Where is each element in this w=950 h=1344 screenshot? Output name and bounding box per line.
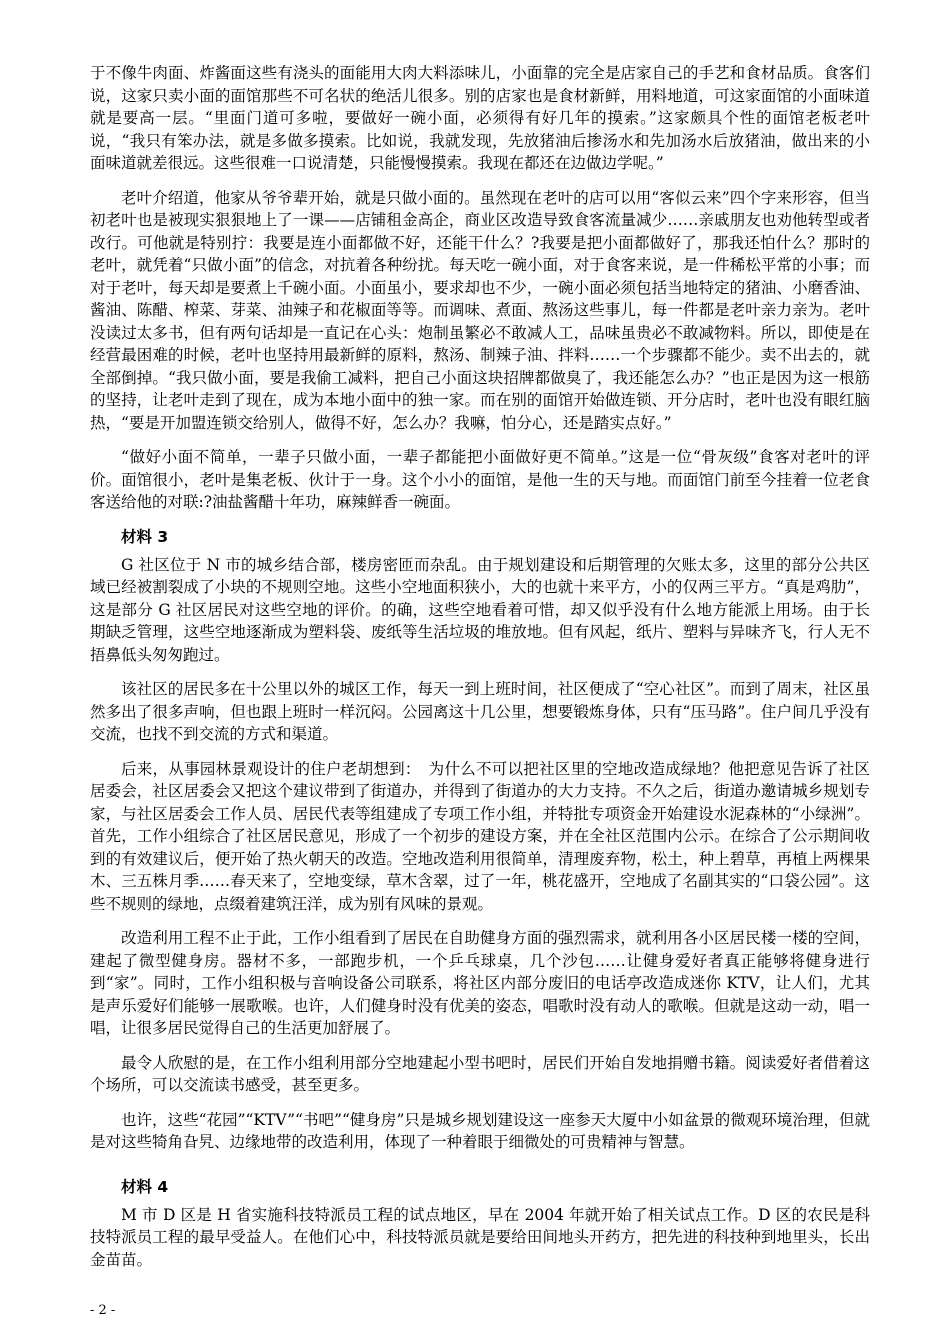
paragraph-m3-6: 也许，这些“花园”“KTV”“书吧”“健身房”只是城乡规划建设这一座参天大厦中小如盆景的微观环境治理，但就是对这些犄角旮旯、边缘地带的改造利用，体现了一种着眼于细微处的可贵精神与智慧。 xyxy=(90,1110,870,1151)
heading-material-4: 材料 4 xyxy=(121,1177,169,1196)
paragraph-laoye-intro: 老叶介绍道，他家从爷爷辈开始，就是只做小面的。虽然现在老叶的店可以用“客似云来”四个字来形容，但当初老叶也是被现实狠狠地上了一课——店铺租金高企，商业区改造导致食客流量减少……亲戚朋友也劝他转型或者改行。可他就是特别拧：我要是连小面都做不好，还能干什么？?我要是把小面都做好了，那我还怕什么？那时的老叶，就凭着“只做小面”的信念，对抗着各种纷扰。每天吃一碗小面，对于食客来说，是一件稀松平常的小事；而对于老叶，每天却是要煮上千碗小面。小面虽小，要求却也不少，一碗小面必须包括当地特定的猪油、小磨香油、酱油、陈醋、榨菜、芽菜、油辣子和花椒面等等。而调味、煮面、熬汤这些事儿，每一件都是老叶亲力亲为。老叶没读过太多书，但有两句话却是一直记在心头：炮制虽繁必不敢减人工，品味虽贵必不敢减物料。所以，即使是在经营最困难的时候，老叶也坚持用最新鲜的原料，熬汤、制辣子油、拌料……一个步骤都不能少。卖不出去的，就全部倒掉。“我只做小面，要是我偷工减料，把自己小面这块招牌都做臭了，我还能怎么办？”也正是因为这一根筋的坚持，让老叶走到了现在，成为本地小面中的独一家。而在别的面馆开始做连锁、开分店时，老叶也没有眼红脑热，“要是开加盟连锁交给别人，做得不好，怎么办？我嘛，怕分心，还是踏实点好。” xyxy=(90,188,870,432)
paragraph-m3-3: 后来，从事园林景观设计的住户老胡想到： 为什么不可以把社区里的空地改造成绿地？他把意见告诉了社区居委会，社区居委会又把这个建议带到了街道办，并得到了街道办的大力支持。不久之后，街道办邀请城乡规划专家，与社区居委会工作人员、居民代表等组建成了专项工作小组，并特批专项资金开始建设水泥森林的“小绿洲”。首先，工作小组综合了社区居民意见，形成了一个初步的建设方案，并在全社区范围内公示。在综合了公示期间收到的有效建议后，便开始了热火朝天的改造。空地改造利用很简单，清理废弃物，松土，种上碧草，再植上两棵果木、三五株月季……春天来了，空地变绿，草木含翠，过了一年，桃花盛开，空地成了名副其实的“口袋公园”。这些不规则的绿地，点缀着建筑汪洋，成为别有风味的景观。 xyxy=(90,759,870,913)
heading-material-3: 材料 3 xyxy=(121,527,169,546)
page-number: - 2 - xyxy=(90,1303,116,1318)
paragraph-continued: 于不像牛肉面、炸酱面这些有浇头的面能用大肉大料添味儿，小面靠的完全是店家自己的手艺和食材品质。食客们说，这家只卖小面的面馆那些不可名状的绝活儿很多。别的店家也是食材新鲜，用料地道，可这家面馆的小面味道就是要高一层。“里面门道可多啦，要做好一碗小面，必须得有好几年的摸索。”这家颇具个性的面馆老板老叶说，“我只有笨办法，就是多做多摸索。比如说，我就发现，先放猪油后掺汤水和先加汤水后放猪油，做出来的小面味道就差很远。这些很难一口说清楚，只能慢慢摸索。我现在都还在边做边学呢。” xyxy=(90,64,870,172)
paragraph-m3-2: 该社区的居民多在十公里以外的城区工作，每天一到上班时间，社区便成了“空心社区”。而到了周末，社区虽然多出了很多声响，但也跟上班时一样沉闷。公园离这十几公里，想要锻炼身体，只有“压马路”。住户间几乎没有交流，也找不到交流的方式和渠道。 xyxy=(90,680,870,743)
paragraph-m4-1: M 市 D 区是 H 省实施科技特派员工程的试点地区，早在 2004 年就开始了相关试点工作。D 区的农民是科技特派员工程的最早受益人。在他们心中，科技特派员就是要给田间地头开药方，把先进的科技种到地里头，长出金苗苗。 xyxy=(90,1205,870,1269)
paragraph-laoye-review: “做好小面不简单，一辈子只做小面，一辈子都能把小面做好更不简单。”这是一位“骨灰级”食客对老叶的评价。面馆很小，老叶是集老板、伙计于一身。这个小小的面馆，是他一生的天与地。而面馆门前至今挂着一位老食客送给他的对联:?油盐酱醋十年功，麻辣鲜香一碗面。 xyxy=(90,448,870,511)
paragraph-m3-1: G 社区位于 N 市的城乡结合部，楼房密匝而杂乱。由于规划建设和后期管理的欠账太多，这里的部分公共区域已经被割裂成了小块的不规则空地。这些小空地面积狭小，大的也就十来平方，小的仅两三平方。“真是鸡肋”，这是部分 G 社区居民对这些空地的评价。的确，这些空地看着可惜，却又似乎没有什么地方能派上用场。由于长期缺乏管理，这些空地逐渐成为塑料袋、废纸等生活垃圾的堆放地。但有风起，纸片、塑料与异味齐飞，行人无不捂鼻低头匆匆跑过。 xyxy=(90,555,870,664)
paragraph-m3-5: 最令人欣慰的是，在工作小组利用部分空地建起小型书吧时，居民们开始自发地捐赠书籍。阅读爱好者借着这个场所，可以交流读书感受，甚至更多。 xyxy=(90,1053,870,1094)
paragraph-m3-4: 改造利用工程不止于此，工作小组看到了居民在自助健身方面的强烈需求，就利用各小区居民楼一楼的空间，建起了微型健身房。器材不多，一部跑步机，一个乒乓球桌，几个沙包……让健身爱好者真正能够将健身进行到“家”。同时，工作小组积极与音响设备公司联系，将社区内部分废旧的电话亭改造成迷你 KTV，让人们，尤其是声乐爱好们能够一展歌喉。也许，人们健身时没有优美的姿态，唱歌时没有动人的歌喉。但就是这动一动，唱一唱，让很多居民觉得自己的生活更加舒展了。 xyxy=(90,929,870,1037)
document-body xyxy=(90,62,870,1283)
